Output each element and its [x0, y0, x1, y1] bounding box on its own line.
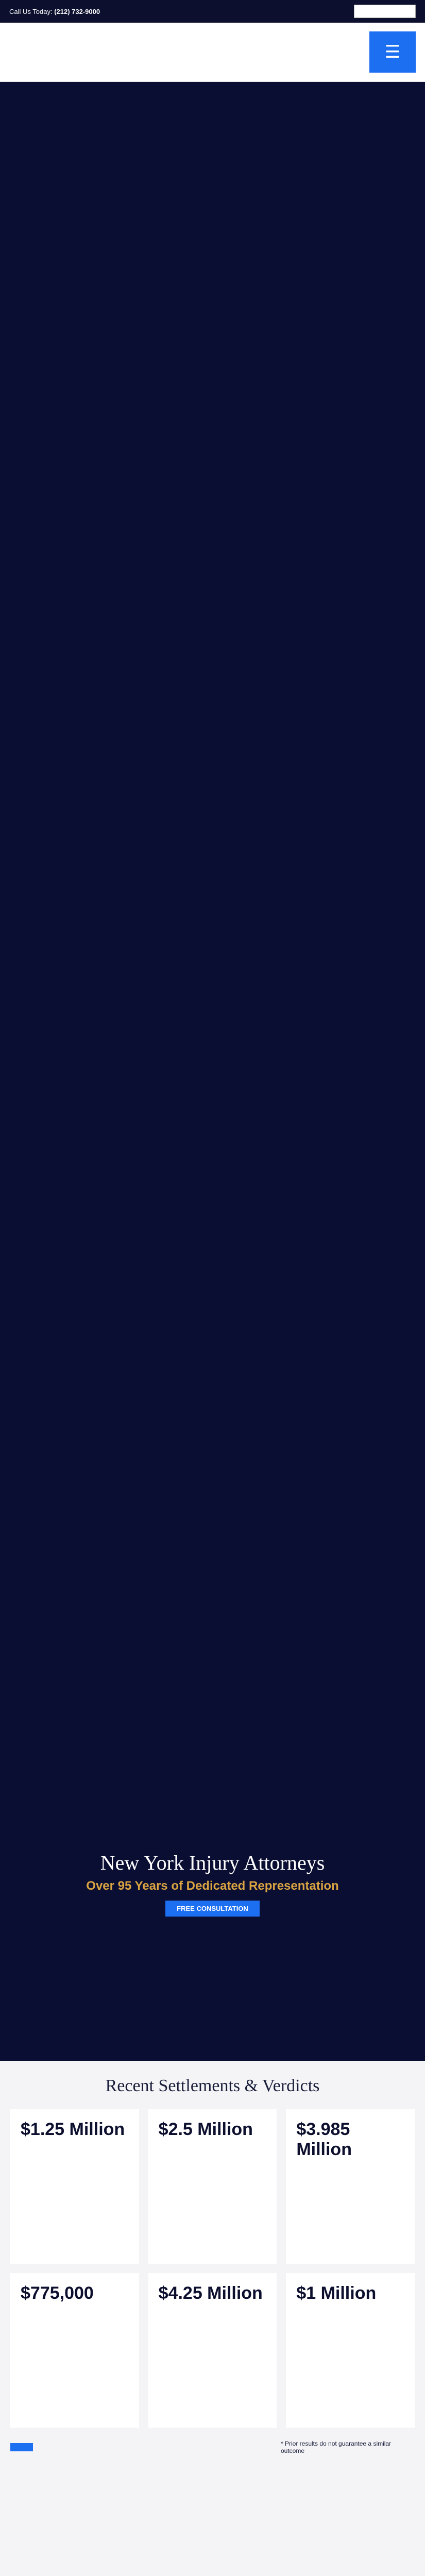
verdict-amount: $2.5 Million: [158, 2120, 253, 2139]
phone-link[interactable]: (212) 732-9000: [54, 7, 100, 15]
hamburger-icon: ☰: [384, 42, 401, 62]
main-nav: [0, 23, 425, 82]
hero-subtitle: Over 95 Years of Dedicated Representation: [86, 1879, 339, 1893]
verdict-card: [10, 2273, 139, 2428]
verdicts-section: [0, 2061, 425, 2576]
verdict-amount: $1.25 Million: [21, 2120, 125, 2139]
logo[interactable]: [9, 34, 128, 70]
call-us[interactable]: [9, 8, 100, 15]
verdict-card: [148, 2273, 277, 2428]
free-consultation-button[interactable]: FREE CONSULTATION: [165, 1901, 260, 1917]
verdict-card: [148, 2109, 277, 2264]
all-verdicts-button[interactable]: [10, 2443, 33, 2451]
search-input[interactable]: [354, 5, 416, 18]
results-disclaimer: * Prior results do not guarantee a similar outcome: [281, 2440, 392, 2454]
call-text: Call Us Today:: [9, 7, 53, 15]
verdict-card: [286, 2109, 415, 2264]
hero: [0, 82, 425, 2061]
verdict-amount: $1 Million: [296, 2283, 377, 2303]
verdicts-heading: Recent Settlements & Verdicts: [105, 2076, 320, 2095]
verdict-card: [286, 2273, 415, 2428]
verdict-amount: $4.25 Million: [158, 2283, 263, 2303]
verdict-amount: $775,000: [21, 2283, 94, 2303]
top-bar: [0, 0, 425, 23]
hero-title: New York Injury Attorneys: [100, 1851, 325, 1874]
verdict-amount: $3.985 Million: [296, 2120, 352, 2159]
verdict-card: [10, 2109, 139, 2264]
menu-button[interactable]: [369, 31, 416, 73]
